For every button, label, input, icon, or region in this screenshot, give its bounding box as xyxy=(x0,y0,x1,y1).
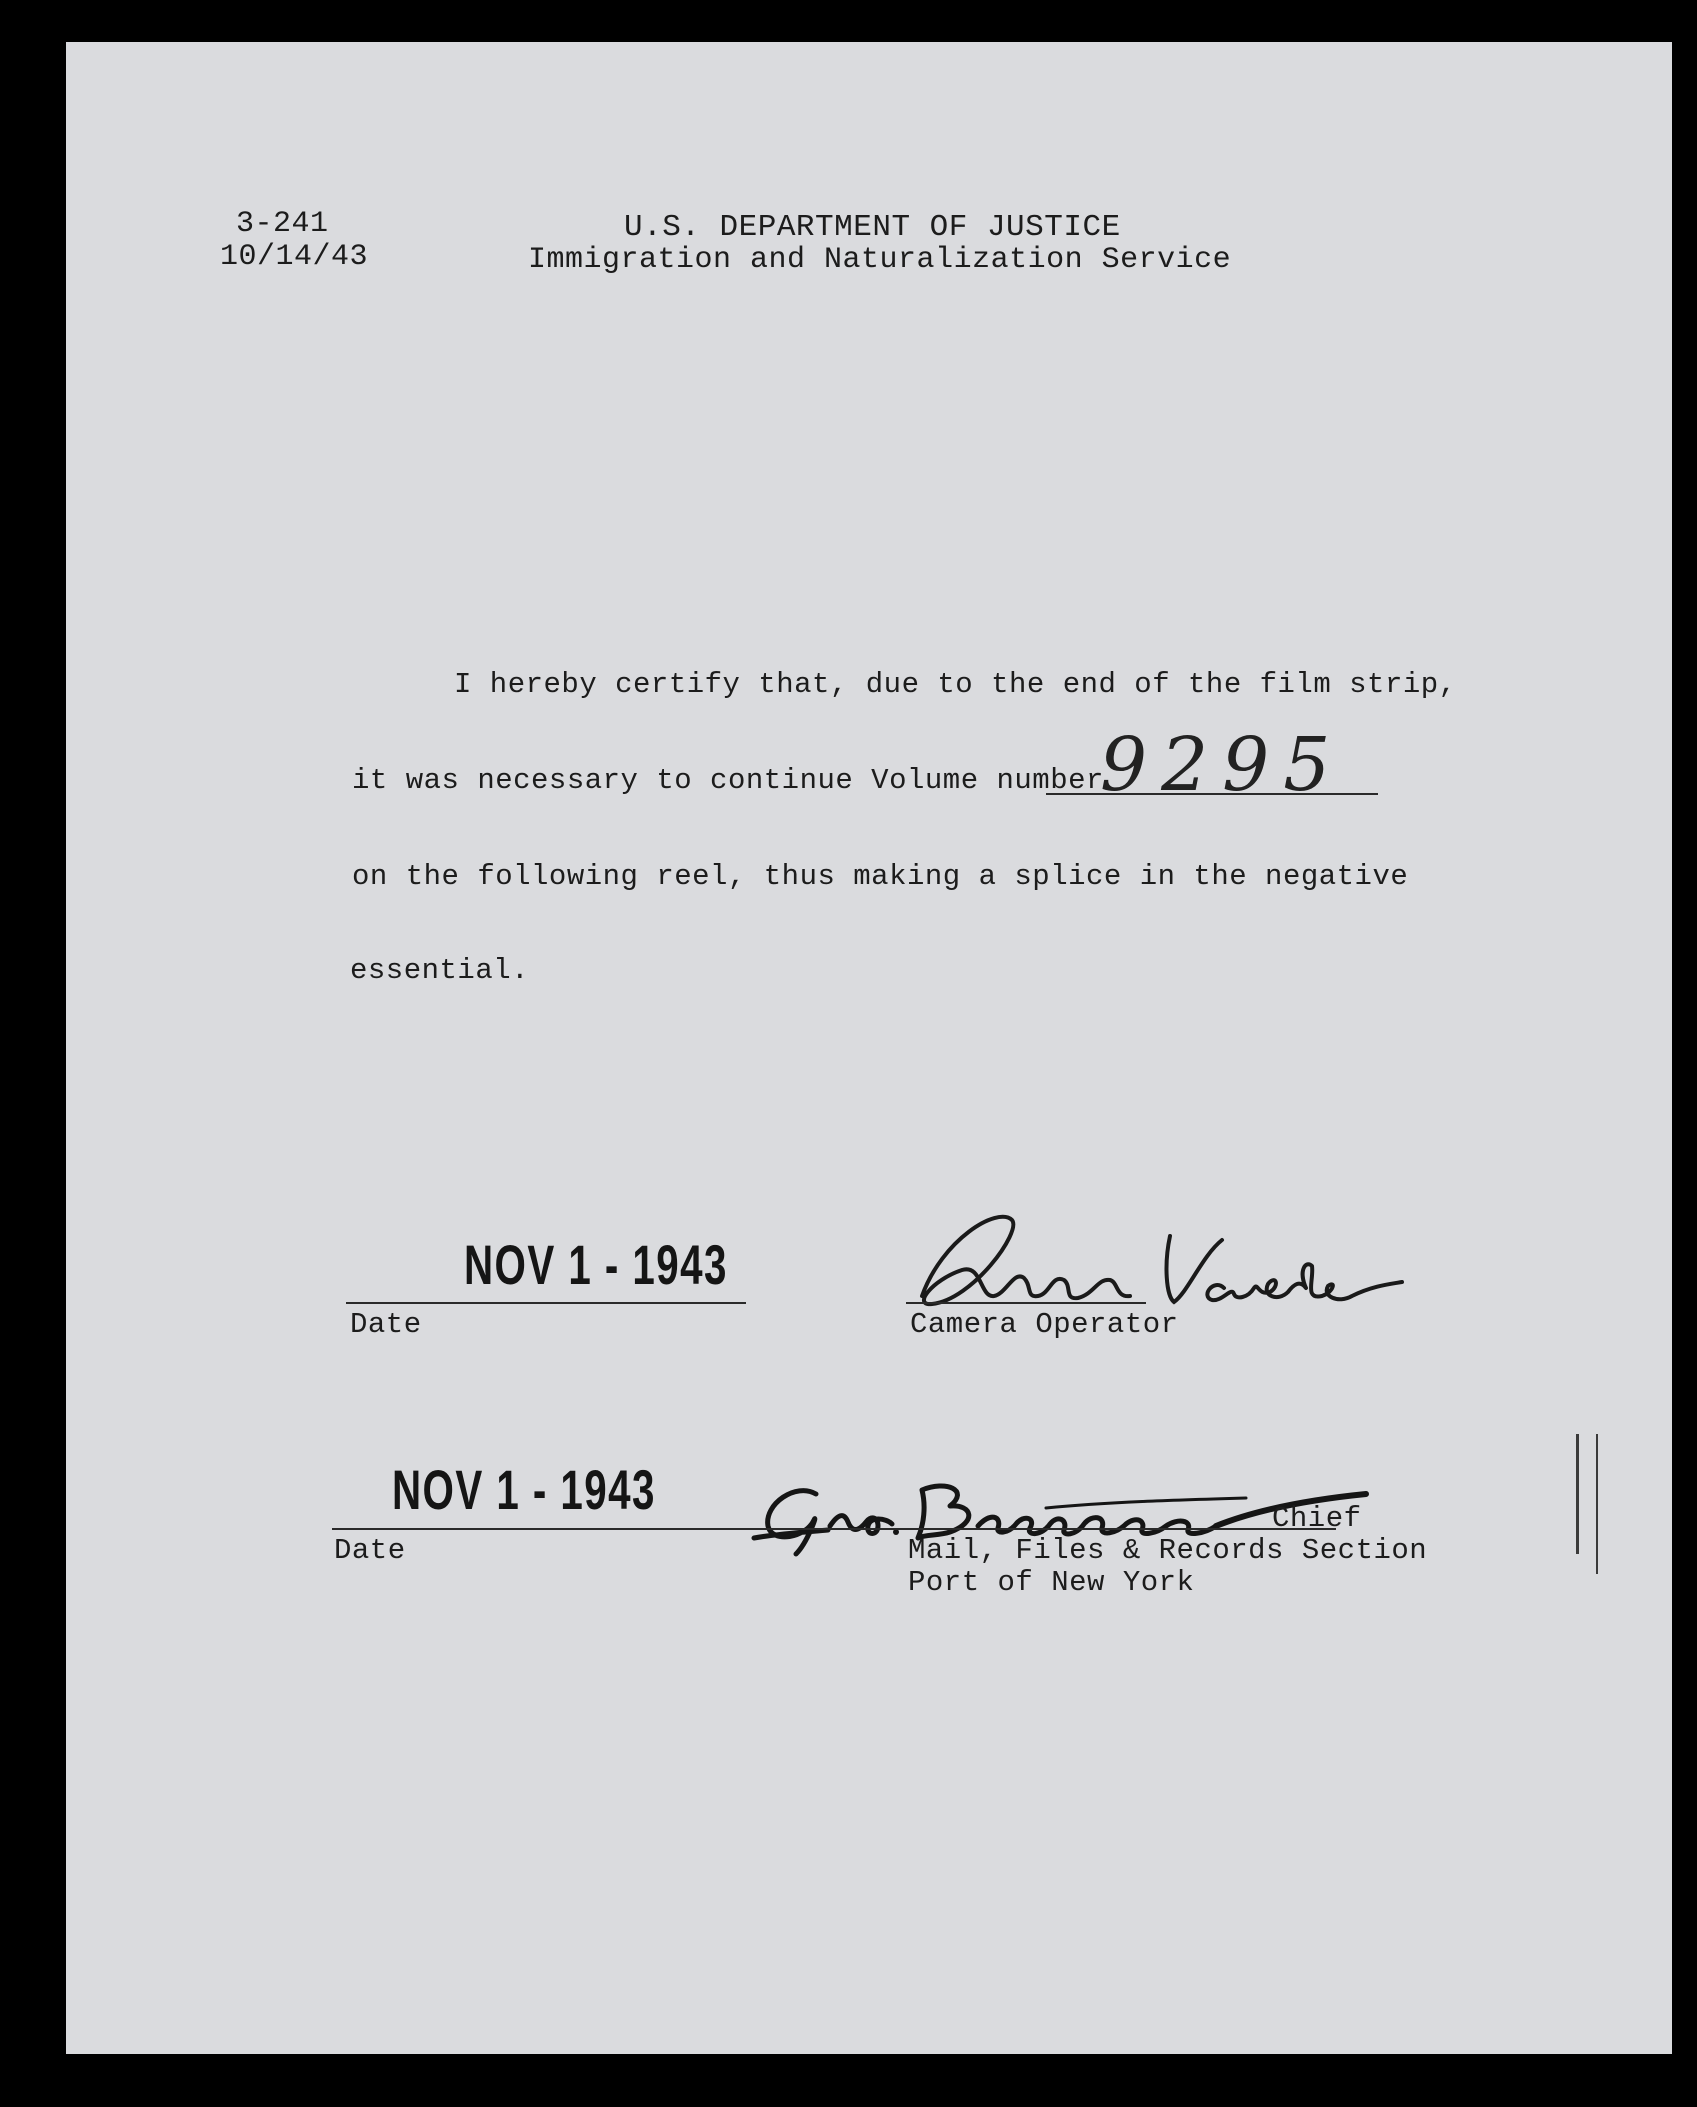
operator-date-line xyxy=(346,1302,746,1304)
chief-signature-line xyxy=(762,1528,1336,1530)
operator-signature-line xyxy=(906,1302,1146,1304)
form-date: 10/14/43 xyxy=(220,240,369,274)
certificate-line-4: essential. xyxy=(350,954,530,987)
chief-date-stamp: NOV 1 - 1943 xyxy=(392,1458,656,1521)
certificate-line-1: I hereby certify that, due to the end of the film strip, xyxy=(454,668,1457,701)
scan-artifact-mark xyxy=(1596,1434,1598,1574)
document-page xyxy=(66,42,1672,2054)
chief-date-label: Date xyxy=(334,1534,406,1567)
certificate-line-3: on the following reel, thus making a splice in the negative xyxy=(352,860,1409,893)
operator-date-label: Date xyxy=(350,1308,422,1341)
scan-artifact-mark xyxy=(1576,1434,1579,1554)
camera-operator-label: Camera Operator xyxy=(910,1308,1179,1341)
chief-date-line xyxy=(332,1528,762,1530)
operator-date-stamp: NOV 1 - 1943 xyxy=(464,1233,728,1296)
form-number: 3-241 xyxy=(236,207,329,241)
chief-office-label: Port of New York xyxy=(908,1566,1195,1599)
agency-heading: U.S. DEPARTMENT OF JUSTICE xyxy=(624,210,1121,245)
certificate-line-2: it was necessary to continue Volume number xyxy=(352,764,1104,797)
chief-section-label: Mail, Files & Records Section xyxy=(908,1534,1428,1567)
volume-number-handwritten: 9295 xyxy=(1100,722,1345,808)
service-heading: Immigration and Naturalization Service xyxy=(528,243,1232,277)
chief-title-label: Chief xyxy=(1272,1502,1362,1535)
